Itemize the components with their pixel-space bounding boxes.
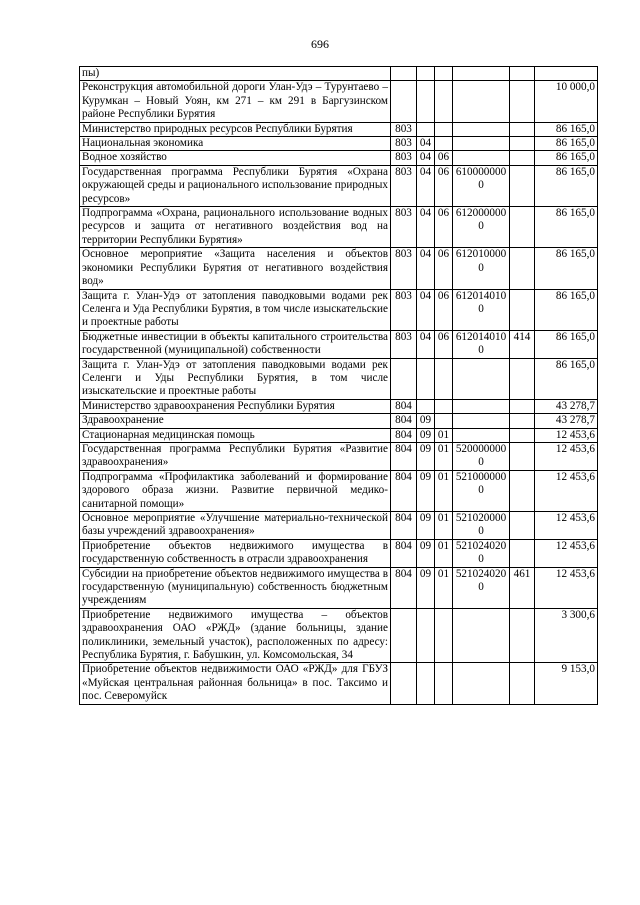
section-code: 04 bbox=[417, 289, 435, 330]
budget-table bbox=[79, 66, 598, 705]
page-number: 696 bbox=[311, 37, 329, 51]
item-name: Государственная программа Республики Бурятия «Развитие здравоохранения» bbox=[80, 442, 391, 470]
ministry-code: 804 bbox=[391, 428, 417, 442]
table-row bbox=[80, 358, 598, 399]
subsection-code bbox=[435, 399, 453, 413]
item-name: Основное мероприятие «Защита населения и объектов экономики Республики Бурятия от негативного воздействия вод» bbox=[80, 248, 391, 289]
expense-type-code: 461 bbox=[510, 567, 535, 608]
item-name: Защита г. Улан-Удэ от затопления паводковыми водами рек Селенги и Уды Республики Бурятия, в том числе изыскательские и проектные работы bbox=[80, 358, 391, 399]
item-name: Государственная программа Республики Бурятия «Охрана окружающей среды и рационального использование природных ресурсов» bbox=[80, 165, 391, 206]
ministry-code bbox=[391, 663, 417, 704]
section-code bbox=[417, 81, 435, 122]
target-article-code bbox=[453, 663, 510, 704]
expense-type-code bbox=[510, 470, 535, 511]
table-row bbox=[80, 428, 598, 442]
table-row bbox=[80, 122, 598, 136]
section-code: 04 bbox=[417, 207, 435, 248]
ministry-code: 803 bbox=[391, 248, 417, 289]
item-name: Приобретение недвижимого имущества – объектов здравоохранения ОАО «РЖД» (здание больницы, здание поликлиники, земельный участок), расположенных по адресу: Республика Бурятия, г. Бабушкин, ул. Комсомольская, 34 bbox=[80, 608, 391, 663]
table-row bbox=[80, 165, 598, 206]
section-code: 09 bbox=[417, 539, 435, 567]
ministry-code: 803 bbox=[391, 122, 417, 136]
table-row bbox=[80, 207, 598, 248]
ministry-code: 803 bbox=[391, 151, 417, 165]
subsection-code: 01 bbox=[435, 567, 453, 608]
ministry-code: 804 bbox=[391, 414, 417, 428]
section-code: 04 bbox=[417, 137, 435, 151]
amount: 86 165,0 bbox=[535, 248, 598, 289]
expense-type-code bbox=[510, 165, 535, 206]
amount: 43 278,7 bbox=[535, 399, 598, 413]
ministry-code: 804 bbox=[391, 399, 417, 413]
subsection-code bbox=[435, 137, 453, 151]
amount: 86 165,0 bbox=[535, 137, 598, 151]
amount: 12 453,6 bbox=[535, 428, 598, 442]
ministry-code: 804 bbox=[391, 512, 417, 540]
ministry-code bbox=[391, 358, 417, 399]
ministry-code: 804 bbox=[391, 470, 417, 511]
table-row bbox=[80, 512, 598, 540]
expense-type-code: 414 bbox=[510, 330, 535, 358]
table-row bbox=[80, 442, 598, 470]
expense-type-code bbox=[510, 248, 535, 289]
item-name: Приобретение объектов недвижимого имущества в государственную собственность в отрасли здравоохранения bbox=[80, 539, 391, 567]
table-row bbox=[80, 248, 598, 289]
expense-type-code bbox=[510, 358, 535, 399]
target-article-code bbox=[453, 137, 510, 151]
expense-type-code bbox=[510, 137, 535, 151]
expense-type-code bbox=[510, 428, 535, 442]
section-code: 04 bbox=[417, 151, 435, 165]
table-row bbox=[80, 289, 598, 330]
item-name: Водное хозяйство bbox=[80, 151, 391, 165]
table-row bbox=[80, 151, 598, 165]
amount: 12 453,6 bbox=[535, 470, 598, 511]
subsection-code bbox=[435, 608, 453, 663]
subsection-code bbox=[435, 358, 453, 399]
amount: 12 453,6 bbox=[535, 567, 598, 608]
subsection-code: 06 bbox=[435, 151, 453, 165]
item-name: Стационарная медицинская помощь bbox=[80, 428, 391, 442]
ministry-code bbox=[391, 81, 417, 122]
subsection-code: 01 bbox=[435, 539, 453, 567]
item-name: Основное мероприятие «Улучшение материально-технической базы учреждений здравоохранения» bbox=[80, 512, 391, 540]
subsection-code bbox=[435, 81, 453, 122]
expense-type-code bbox=[510, 512, 535, 540]
amount: 86 165,0 bbox=[535, 151, 598, 165]
expense-type-code bbox=[510, 399, 535, 413]
ministry-code: 804 bbox=[391, 442, 417, 470]
target-article-code bbox=[453, 428, 510, 442]
ministry-code: 803 bbox=[391, 207, 417, 248]
subsection-code: 06 bbox=[435, 289, 453, 330]
subsection-code bbox=[435, 67, 453, 81]
amount: 12 453,6 bbox=[535, 512, 598, 540]
section-code bbox=[417, 122, 435, 136]
section-code bbox=[417, 399, 435, 413]
subsection-code: 01 bbox=[435, 442, 453, 470]
target-article-code bbox=[453, 81, 510, 122]
section-code: 04 bbox=[417, 248, 435, 289]
section-code bbox=[417, 608, 435, 663]
section-code: 09 bbox=[417, 414, 435, 428]
table-body bbox=[80, 67, 598, 705]
section-code: 04 bbox=[417, 165, 435, 206]
target-article-code bbox=[453, 67, 510, 81]
item-name: Бюджетные инвестиции в объекты капитального строительства государственной (муниципальной) собственности bbox=[80, 330, 391, 358]
subsection-code bbox=[435, 414, 453, 428]
subsection-code: 06 bbox=[435, 165, 453, 206]
expense-type-code bbox=[510, 442, 535, 470]
ministry-code: 803 bbox=[391, 289, 417, 330]
table-row bbox=[80, 539, 598, 567]
target-article-code bbox=[453, 414, 510, 428]
amount: 86 165,0 bbox=[535, 289, 598, 330]
amount: 3 300,6 bbox=[535, 608, 598, 663]
table-row bbox=[80, 414, 598, 428]
subsection-code bbox=[435, 663, 453, 704]
target-article-code: 6120140100 bbox=[453, 289, 510, 330]
table-row bbox=[80, 663, 598, 704]
subsection-code: 06 bbox=[435, 330, 453, 358]
table-row bbox=[80, 470, 598, 511]
item-name: Подпрограмма «Профилактика заболеваний и формирование здорового образа жизни. Развитие первичной медико-санитарной помощи» bbox=[80, 470, 391, 511]
expense-type-code bbox=[510, 207, 535, 248]
amount: 10 000,0 bbox=[535, 81, 598, 122]
section-code: 04 bbox=[417, 330, 435, 358]
expense-type-code bbox=[510, 663, 535, 704]
section-code bbox=[417, 67, 435, 81]
table-row bbox=[80, 67, 598, 81]
table-row bbox=[80, 330, 598, 358]
expense-type-code bbox=[510, 414, 535, 428]
amount: 9 153,0 bbox=[535, 663, 598, 704]
table-row bbox=[80, 137, 598, 151]
ministry-code: 803 bbox=[391, 137, 417, 151]
ministry-code: 804 bbox=[391, 567, 417, 608]
ministry-code: 803 bbox=[391, 165, 417, 206]
amount: 86 165,0 bbox=[535, 165, 598, 206]
section-code bbox=[417, 358, 435, 399]
item-name: Подпрограмма «Охрана, рационального использование водных ресурсов и защита от негативного воздействия вод на территории Республики Бурятия» bbox=[80, 207, 391, 248]
section-code: 09 bbox=[417, 470, 435, 511]
amount: 12 453,6 bbox=[535, 539, 598, 567]
expense-type-code bbox=[510, 289, 535, 330]
target-article-code bbox=[453, 608, 510, 663]
target-article-code: 5200000000 bbox=[453, 442, 510, 470]
item-name: Министерство здравоохранения Республики Бурятия bbox=[80, 399, 391, 413]
ministry-code: 803 bbox=[391, 330, 417, 358]
amount: 12 453,6 bbox=[535, 442, 598, 470]
amount: 86 165,0 bbox=[535, 358, 598, 399]
amount: 86 165,0 bbox=[535, 207, 598, 248]
table-row bbox=[80, 81, 598, 122]
expense-type-code bbox=[510, 122, 535, 136]
subsection-code: 06 bbox=[435, 248, 453, 289]
section-code: 09 bbox=[417, 442, 435, 470]
target-article-code: 5210240200 bbox=[453, 539, 510, 567]
item-name: Субсидии на приобретение объектов недвижимого имущества в государственную (муниципальную) собственность бюджетным учреждениям bbox=[80, 567, 391, 608]
item-name: Национальная экономика bbox=[80, 137, 391, 151]
amount bbox=[535, 67, 598, 81]
expense-type-code bbox=[510, 608, 535, 663]
item-name: Здравоохранение bbox=[80, 414, 391, 428]
table-row bbox=[80, 608, 598, 663]
target-article-code: 5210000000 bbox=[453, 470, 510, 511]
subsection-code: 01 bbox=[435, 428, 453, 442]
table-row bbox=[80, 567, 598, 608]
amount: 86 165,0 bbox=[535, 330, 598, 358]
ministry-code bbox=[391, 67, 417, 81]
section-code: 09 bbox=[417, 567, 435, 608]
expense-type-code bbox=[510, 81, 535, 122]
amount: 86 165,0 bbox=[535, 122, 598, 136]
item-name: Защита г. Улан-Удэ от затопления паводковыми водами рек Селенга и Уда Республики Бурятия, в том числе изыскательские и проектные работы bbox=[80, 289, 391, 330]
subsection-code: 06 bbox=[435, 207, 453, 248]
target-article-code: 6120140100 bbox=[453, 330, 510, 358]
section-code: 09 bbox=[417, 512, 435, 540]
amount: 43 278,7 bbox=[535, 414, 598, 428]
target-article-code: 5210200000 bbox=[453, 512, 510, 540]
item-name: Приобретение объектов недвижимости ОАО «РЖД» для ГБУЗ «Муйская центральная районная больница» в пос. Таксимо и пос. Северомуйск bbox=[80, 663, 391, 704]
section-code bbox=[417, 663, 435, 704]
subsection-code: 01 bbox=[435, 470, 453, 511]
subsection-code bbox=[435, 122, 453, 136]
target-article-code: 5210240200 bbox=[453, 567, 510, 608]
target-article-code: 6120000000 bbox=[453, 207, 510, 248]
subsection-code: 01 bbox=[435, 512, 453, 540]
expense-type-code bbox=[510, 67, 535, 81]
item-name: Министерство природных ресурсов Республики Бурятия bbox=[80, 122, 391, 136]
ministry-code: 804 bbox=[391, 539, 417, 567]
table-row bbox=[80, 399, 598, 413]
target-article-code bbox=[453, 399, 510, 413]
item-name: пы) bbox=[80, 67, 391, 81]
target-article-code bbox=[453, 122, 510, 136]
target-article-code: 6120100000 bbox=[453, 248, 510, 289]
section-code: 09 bbox=[417, 428, 435, 442]
target-article-code bbox=[453, 151, 510, 165]
expense-type-code bbox=[510, 539, 535, 567]
target-article-code: 6100000000 bbox=[453, 165, 510, 206]
ministry-code bbox=[391, 608, 417, 663]
expense-type-code bbox=[510, 151, 535, 165]
item-name: Реконструкция автомобильной дороги Улан-Удэ – Турунтаево – Курумкан – Новый Уоян, км 271 – км 291 в Баргузинском районе Республики Бурятия bbox=[80, 81, 391, 122]
target-article-code bbox=[453, 358, 510, 399]
